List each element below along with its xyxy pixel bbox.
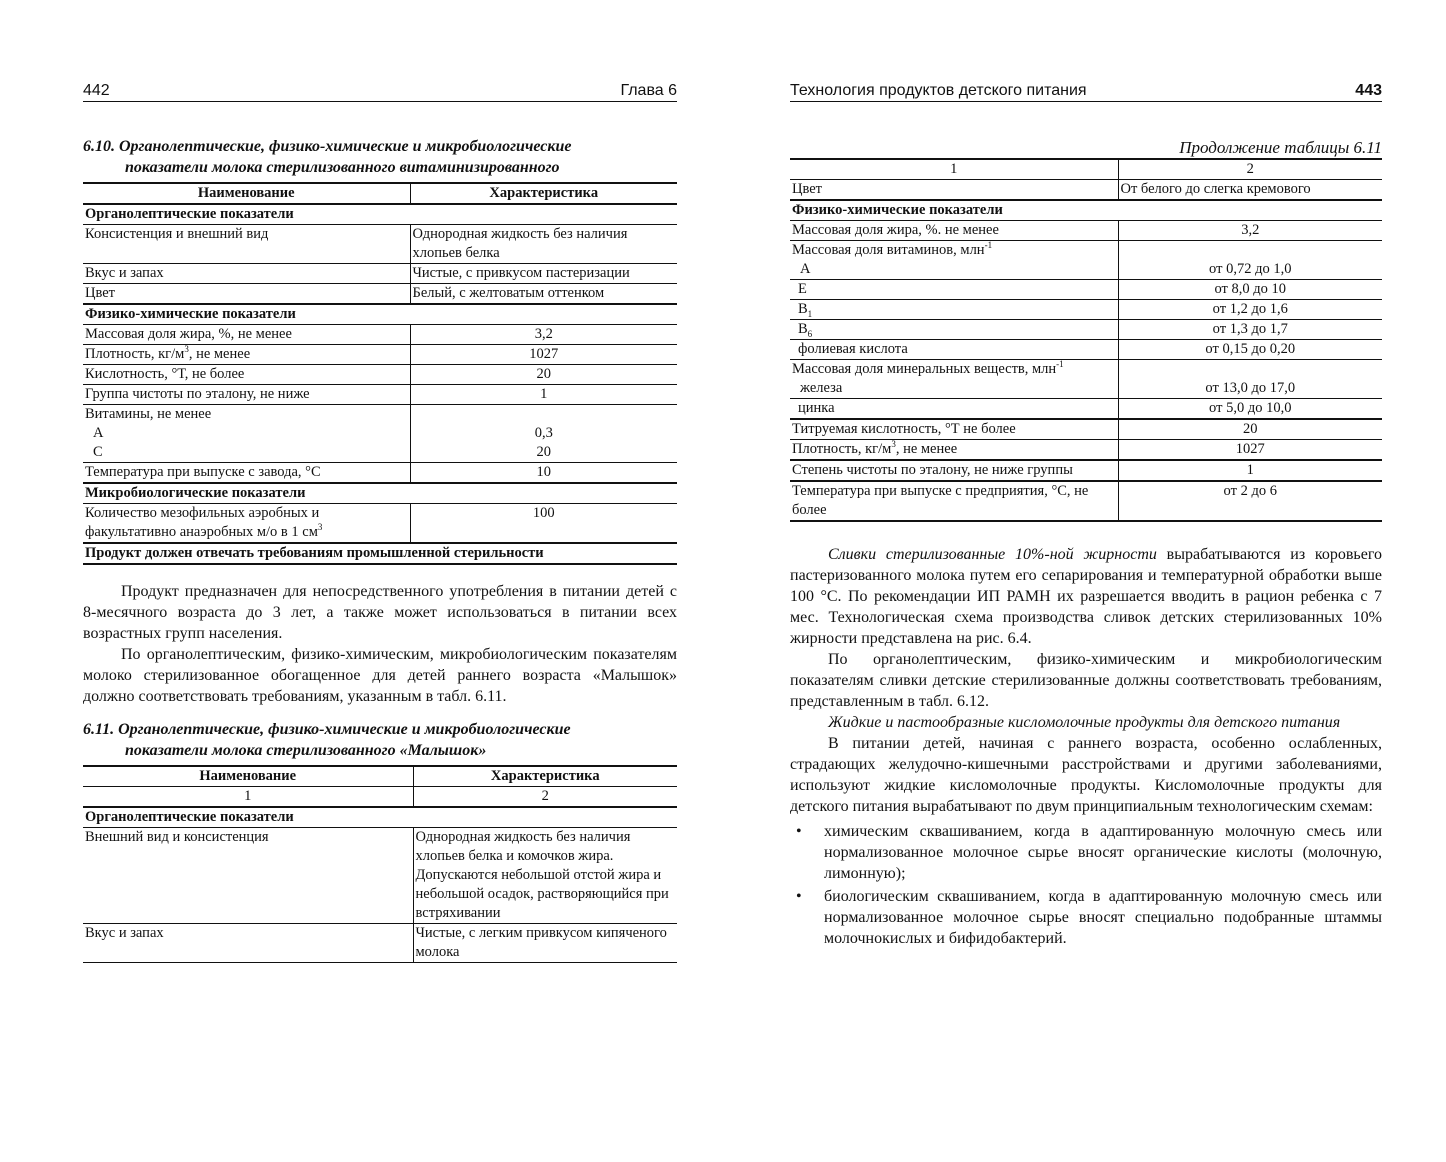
running-header-left [83,78,677,102]
list-item [790,821,1382,884]
table-row [790,320,1382,340]
table-row [83,365,677,385]
table-row [790,300,1382,320]
row-value: Белый, с желтоватым оттенком [410,284,677,305]
text: В [798,321,808,337]
row-name: Температура при выпуске с предприятия, °С, не более [792,483,1089,518]
text: биологическим сквашиванием, когда в адаптированную молочную смесь или нормализованное молочное сырье вносят специально подобранные штаммы молочнокислых и бифидобактерий. [824,888,1382,947]
paragraph: Продукт предназначен для непосредственного употребления в питании детей с 8-месячного возраста до 3 лет, а также может использоваться в питании всех возрастных групп населения. [83,583,677,642]
row-value: от 0,15 до 0,20 [1118,340,1382,360]
row-value [410,405,677,463]
row-value: 3,2 [1118,221,1382,241]
row-name [790,440,1118,461]
row-name: Вкус и запах [85,265,164,281]
row-value: 10 [410,463,677,484]
row-name: Консистенция и внешний вид [85,226,269,242]
caption-line: показатели молока стерилизованного «Малышок» [125,742,487,759]
row-name: Группа чистоты по эталону, не ниже [85,386,310,402]
table-row [790,399,1382,420]
row-name [790,300,1118,320]
row-name: Температура при выпуске с завода, °С [85,464,321,480]
paragraph [790,544,1382,649]
row-name: Массовая доля жира, %. не менее [792,222,999,238]
row-value: от 8,0 до 10 [1118,280,1382,300]
col-header: Наименование [197,185,295,201]
row-name: Массовая доля жира, %, не менее [85,326,292,342]
text: железа [800,380,843,396]
col-number: 1 [244,788,252,804]
bullet-list [790,821,1382,949]
paragraph: В питании детей, начиная с раннего возраста, особенно ослабленных, страдающих желудочно-кишечными расстройствами и другими заболеваниями, используют жидкие кисломолочные продукты. Кисломолочные продукты для детского питания вырабатывают по двум принципиальным технологическим схемам: [790,735,1382,815]
row-value: 1027 [1118,440,1382,461]
section-row: Органолептические показатели [85,206,294,222]
row-name: Кислотность, °Т, не более [85,366,245,382]
table-row [83,385,677,405]
table-row [790,180,1382,201]
paragraph: По органолептическим, физико-химическим и микробиологическим показателям сливки детские стерилизованные должны соответствовать требованиям, представленным в табл. 6.12. [790,651,1382,710]
table-row [83,225,677,264]
table-row [790,460,1382,481]
paragraph: По органолептическим, физико-химическим, микробиологическим показателям молоко стерилизованное обогащенное для детей раннего возраста «Малышок» должно соответствовать требованиям, указанным в табл. 6.11. [83,646,677,705]
subscript: 1 [807,308,813,319]
col-number: 2 [1118,159,1382,180]
col-number: 2 [413,787,677,808]
table-row [790,481,1382,521]
row-value: от 1,3 до 1,7 [1118,320,1382,340]
caption-line: 6.11. Органолептические, физико-химические и микробиологические [83,721,571,738]
col-header: Наименование [199,768,297,784]
text: химическим сквашиванием, когда в адаптированную молочную смесь или нормализованное молочное сырье вносят органические кислоты (молочную, лимонную); [824,823,1382,882]
table-row [790,280,1382,300]
text: Массовая доля витаминов, млн [792,242,985,258]
col-header: Характеристика [413,766,677,787]
text: от 13,0 до 17,0 [1205,380,1296,396]
left-page [83,78,677,963]
row-name: цинка [798,400,835,416]
table-6-11-part1 [83,765,677,963]
table-row [83,345,677,365]
running-title: Технология продуктов детского питания [790,82,1087,99]
superscript: 3 [317,522,323,533]
row-value: 1027 [410,345,677,365]
subscript: 6 [807,328,813,339]
sterility-row: Продукт должен отвечать требованиям промышленной стерильности [85,545,544,561]
row-name: Вкус и запах [85,925,164,941]
row-value: Однородная жидкость без наличия хлопьев белка [410,225,677,264]
text: , не менее [188,346,251,362]
text: Количество мезофильных аэробных и факультативно анаэробных м/о в 1 см [85,505,320,540]
text: С [93,444,103,460]
row-value: 20 [410,365,677,385]
page-number: 443 [1355,82,1382,99]
row-value: Однородная жидкость без наличия хлопьев белка и комочков жира. Допускаются небольшой отстой жира и небольшой осадок, растворяющийся при встряхивании [413,828,677,924]
caption-line: показатели молока стерилизованного витаминизированного [125,159,560,176]
text: 20 [536,444,551,460]
row-value: от 1,2 до 1,6 [1118,300,1382,320]
table-row [790,340,1382,360]
text: вырабатываются из коровьего пастеризованного молока путем его сепарирования и температурной обработки выше 100 °С. По рекомендации ИП РАМН их разрешается вводить в рацион ребенка с 7 мес. Технологическая схема производства сливок детских стерилизованных 10% жирности представлена на рис. 6.4. [790,546,1382,647]
col-header: Характеристика [410,183,677,204]
table-6-11-part2 [790,158,1382,522]
row-name [83,504,410,544]
text: А [800,261,811,277]
table-row [83,924,677,963]
table-row [83,463,677,484]
table-row [83,325,677,345]
row-name [790,241,1118,280]
superscript: -1 [1056,359,1064,370]
text: Витамины, не менее [85,406,212,422]
row-name: Е [798,281,807,297]
italic-term: Сливки стерилизованные 10%-ной жирности [828,546,1157,563]
list-item [790,886,1382,949]
row-name [83,345,410,365]
row-value: Чистые, с привкусом пастеризации [410,264,677,284]
row-value: 1 [1118,460,1382,481]
table-row [790,419,1382,440]
row-name [83,405,410,463]
table-row [83,828,677,924]
running-header-right [790,78,1382,102]
section-row: Органолептические показатели [85,809,294,825]
table-row [83,405,677,463]
row-name: Степень чистоты по эталону, не ниже группы [792,462,1073,478]
text: 0,3 [534,425,553,441]
row-value: от 2 до 6 [1118,481,1382,521]
text: Массовая доля минеральных веществ, млн [792,361,1057,377]
table-row [790,440,1382,461]
row-name: Титруемая кислотность, °Т не более [792,421,1016,437]
text: , не менее [895,441,958,457]
row-value: Чистые, с легким привкусом кипяченого молока [413,924,677,963]
row-value: 20 [1118,419,1382,440]
text: Плотность, кг/м [85,346,185,362]
table-row [790,360,1382,399]
row-name [790,320,1118,340]
table-6-10-caption [83,136,677,178]
row-name: Цвет [85,285,116,301]
table-6-11-caption [83,719,677,761]
row-value: 3,2 [410,325,677,345]
chapter-title: Глава 6 [620,82,677,99]
table-row [790,241,1382,280]
section-heading: Жидкие и пастообразные кисломолочные продукты для детского питания [828,714,1341,731]
text: А [93,425,104,441]
table-row [83,284,677,305]
section-row: Физико-химические показатели [792,202,1003,218]
caption-line: 6.10. Органолептические, физико-химические и микробиологические [83,138,572,155]
col-number: 1 [950,161,958,177]
text: от 0,72 до 1,0 [1209,261,1292,277]
row-value [1118,360,1382,399]
table-row [790,221,1382,241]
section-row: Микробиологические показатели [85,485,306,501]
table-6-10 [83,182,677,565]
row-value: 1 [410,385,677,405]
text: Плотность, кг/м [792,441,892,457]
row-name: фолиевая кислота [798,341,908,357]
row-value: от 5,0 до 10,0 [1118,399,1382,420]
table-row [83,264,677,284]
table-continuation-label: Продолжение таблицы 6.11 [1179,138,1382,157]
row-name [790,360,1118,399]
superscript: -1 [984,240,993,251]
bullet-icon: • [796,823,802,840]
section-row: Физико-химические показатели [85,306,296,322]
superscript: 3 [184,344,189,355]
row-name: Внешний вид и консистенция [85,829,269,845]
row-name: Цвет [792,181,823,197]
superscript: 3 [891,439,896,450]
bullet-icon: • [796,888,802,905]
row-value: 100 [410,504,677,544]
table-row [83,504,677,544]
text: В [798,301,808,317]
right-page [790,78,1382,951]
page-number: 442 [83,82,110,99]
row-value [1118,241,1382,280]
row-value: От белого до слегка кремового [1118,180,1382,201]
